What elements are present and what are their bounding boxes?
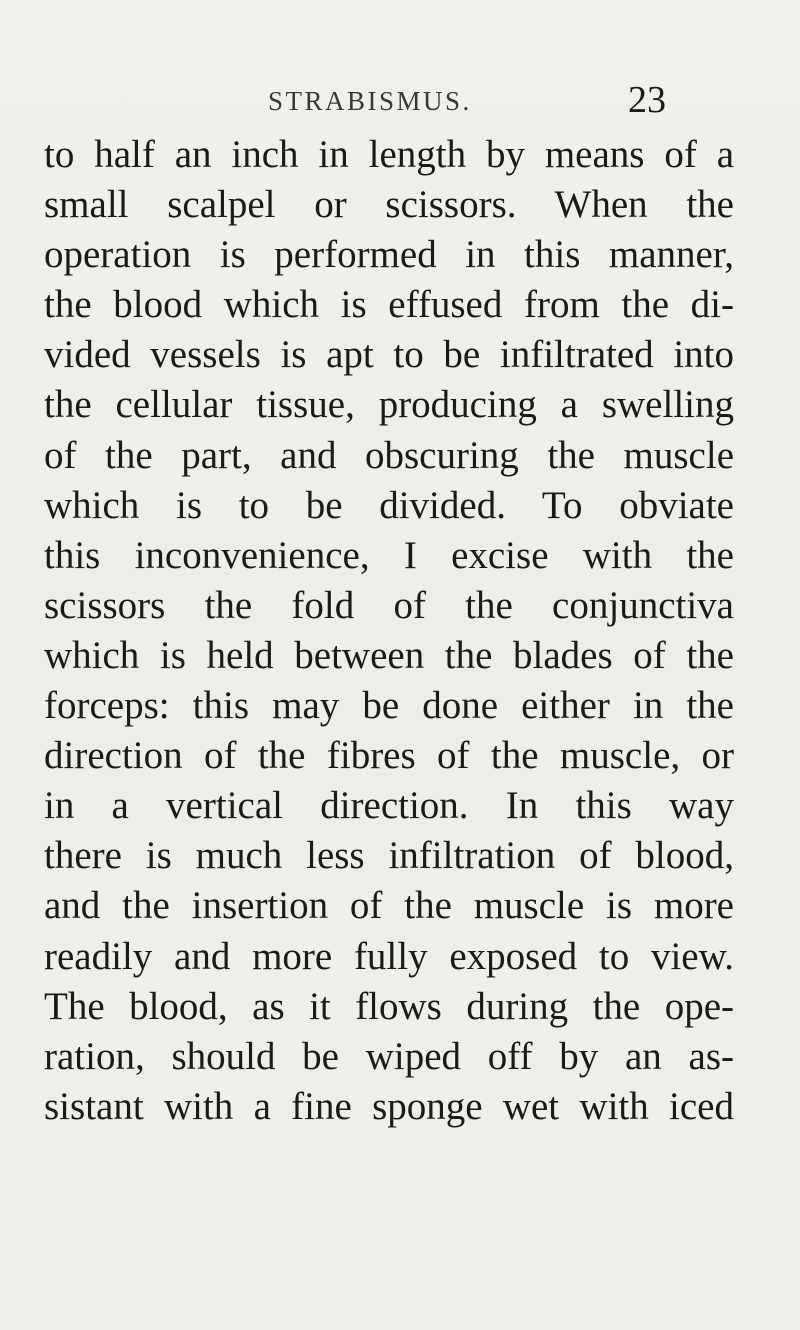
running-title: STRABISMUS. bbox=[268, 86, 472, 116]
text-line: ration, should be wiped off by an as- bbox=[44, 1034, 734, 1078]
text-line: of the part, and obscuring the muscle bbox=[44, 433, 734, 477]
text-line: operation is performed in this manner, bbox=[44, 233, 734, 277]
body-text bbox=[44, 130, 734, 1132]
page-number: 23 bbox=[628, 79, 666, 121]
text-line: the blood which is effused from the di- bbox=[44, 283, 734, 327]
text-line: this inconvenience, I excise with the bbox=[44, 533, 734, 577]
text-line: vided vessels is apt to be infiltrated into bbox=[44, 333, 734, 377]
running-head bbox=[0, 78, 800, 128]
text-line: scissors the fold of the conjunctiva bbox=[44, 583, 734, 627]
text-line: there is much less infiltration of blood, bbox=[44, 834, 734, 878]
text-line: forceps: this may be done either in the bbox=[44, 684, 734, 728]
text-line: sistant with a fine sponge wet with iced bbox=[44, 1084, 734, 1128]
text-line: and the insertion of the muscle is more bbox=[44, 884, 734, 928]
text-line: which is held between the blades of the bbox=[44, 633, 734, 677]
text-line: The blood, as it flows during the ope- bbox=[44, 984, 734, 1028]
text-line: direction of the fibres of the muscle, or bbox=[44, 734, 734, 778]
text-line: in a vertical direction. In this way bbox=[44, 784, 734, 828]
text-line: to half an inch in length by means of a bbox=[44, 133, 734, 176]
text-line: small scalpel or scissors. When the bbox=[44, 183, 734, 227]
text-line: which is to be divided. To obviate bbox=[44, 483, 734, 527]
text-line: the cellular tissue, producing a swelling bbox=[44, 383, 734, 427]
text-line: readily and more fully exposed to view. bbox=[44, 934, 734, 978]
